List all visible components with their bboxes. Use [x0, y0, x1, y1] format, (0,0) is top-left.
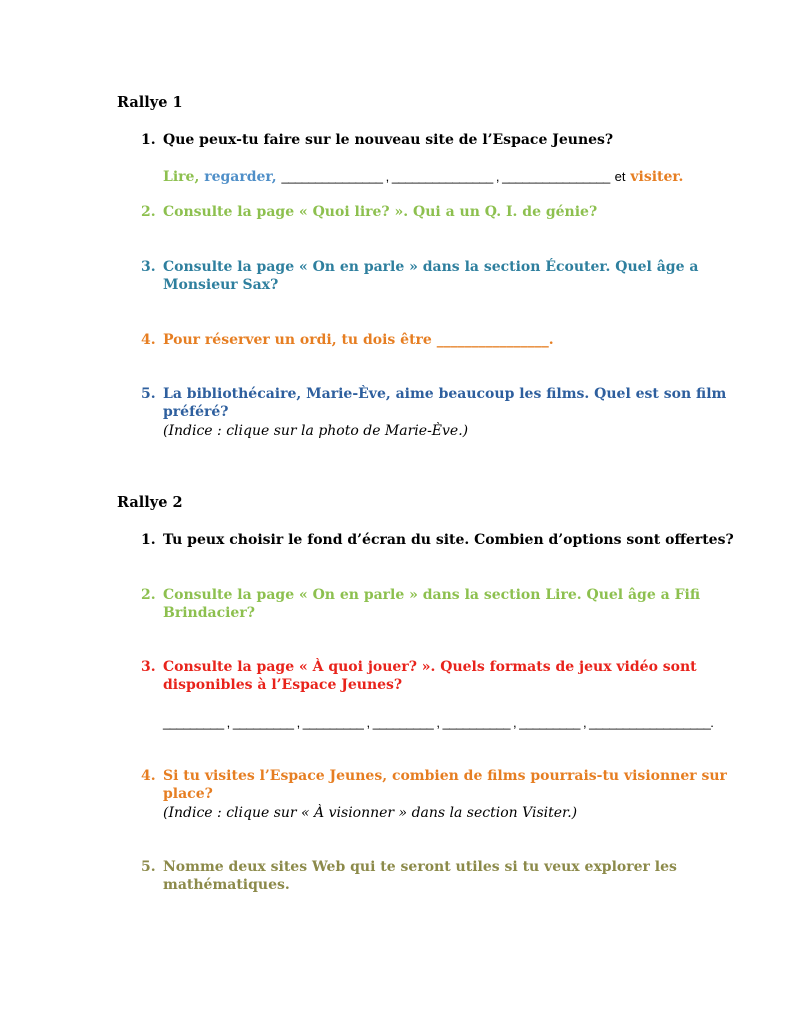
question-number: 3. — [141, 659, 156, 675]
question-text-line-1: Consulte la page « On en parle » dans la section Écouter. Quel âge a — [163, 259, 699, 275]
question-number: 1. — [141, 132, 156, 148]
question-text: Tu peux choisir le fond d’écran du site. Combien d’options sont offertes? — [163, 532, 734, 548]
question-number: 2. — [141, 587, 156, 603]
answer-blanks: _______________ , _______________ , ________________ — [281, 169, 610, 184]
hint-text: (Indice : clique sur la photo de Marie-Ève.) — [163, 423, 469, 439]
rallye-2-answer-3-blanks: _________ , _________ , _________ , _________ , __________ , _________ , __________________. — [163, 715, 714, 730]
question-number: 5. — [141, 386, 156, 402]
question-number: 2. — [141, 204, 156, 220]
answer-et: et — [614, 169, 626, 184]
question-text-line-2: place? — [163, 786, 213, 802]
question-text-line-1: Consulte la page « À quoi jouer? ». Quels formats de jeux vidéo sont — [163, 659, 697, 675]
rallye-2-heading: Rallye 2 — [117, 494, 183, 511]
question-text-line-2: Brindacier? — [163, 605, 255, 621]
question-text-line-2: préféré? — [163, 404, 229, 420]
hint-text: (Indice : clique sur « À visionner » dans la section Visiter.) — [163, 805, 578, 821]
question-text: Consulte la page « Quoi lire? ». Qui a un Q. I. de génie? — [163, 204, 598, 220]
answer-lire: Lire, — [163, 169, 200, 185]
question-number: 3. — [141, 259, 156, 275]
question-number: 4. — [141, 332, 156, 348]
question-number: 5. — [141, 859, 156, 875]
question-text-line-1: Nomme deux sites Web qui te seront utiles si tu veux explorer les — [163, 859, 677, 875]
rallye-1-heading: Rallye 1 — [117, 94, 183, 111]
answer-regarder: regarder, — [204, 169, 277, 185]
question-number: 4. — [141, 768, 156, 784]
rallye-1-answer-1 — [163, 168, 683, 186]
question-text-line-2: Monsieur Sax? — [163, 277, 279, 293]
question-text-line-2: disponibles à l’Espace Jeunes? — [163, 677, 403, 693]
question-text-line-1: Consulte la page « On en parle » dans la section Lire. Quel âge a Fifi — [163, 587, 701, 603]
question-text: Que peux-tu faire sur le nouveau site de l’Espace Jeunes? — [163, 132, 614, 148]
question-text-line-1: Si tu visites l’Espace Jeunes, combien de films pourrais-tu visionner sur — [163, 768, 727, 784]
answer-visiter: visiter. — [630, 169, 684, 185]
question-text: Pour réserver un ordi, tu dois être ________________. — [163, 332, 554, 348]
question-text-line-1: La bibliothécaire, Marie-Ève, aime beaucoup les films. Quel est son film — [163, 386, 727, 402]
question-number: 1. — [141, 532, 156, 548]
question-text-line-2: mathématiques. — [163, 877, 290, 893]
